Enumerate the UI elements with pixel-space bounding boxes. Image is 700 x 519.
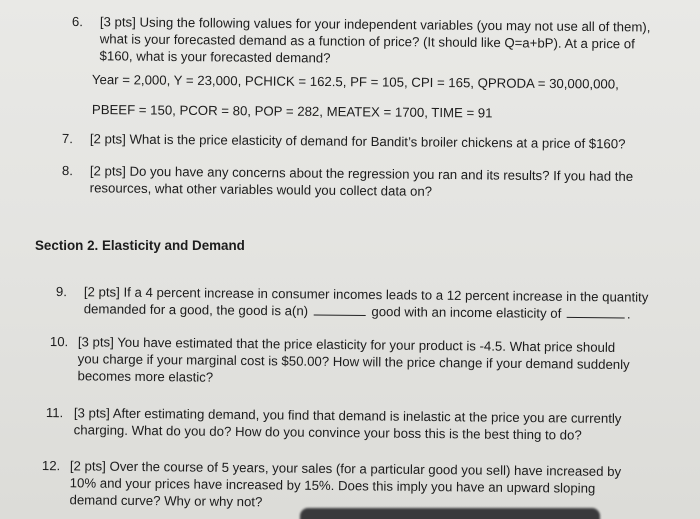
question-number: 11.: [45, 404, 64, 421]
question-number: 6.: [71, 13, 83, 30]
question-text: resources, what other variables would you collect data on?: [89, 180, 433, 199]
question-text: .: [626, 306, 631, 322]
question-text: demanded for a good, the good is a(n): [83, 301, 309, 319]
question-text: demand curve? Why or why not?: [69, 492, 263, 510]
question-number: 10.: [49, 333, 69, 350]
question-text: becomes more elastic?: [77, 368, 214, 385]
variable-values-line-2: PBEEF = 150, PCOR = 80, POP = 282, MEATEX = 1700, TIME = 91: [91, 102, 493, 121]
question-number: 7.: [61, 130, 73, 147]
answer-blank-income-elasticity[interactable]: [567, 316, 625, 319]
question-number: 12.: [41, 457, 61, 474]
variable-values-line-1: Year = 2,000, Y = 23,000, PCHICK = 162.5, PF = 105, CPI = 165, QPRODA = 30,000,000,: [91, 72, 619, 92]
question-text: you charge if your marginal cost is $50.00? How will the price change if your demand suddenly: [77, 351, 630, 373]
question-text: [2 pts] If a 4 percent increase in consumer incomes leads to a 12 percent increase in the quantity: [83, 284, 649, 305]
question-text: [2 pts] What is the price elasticity of demand for Bandit’s broiler chickens at a price of $160?: [89, 131, 626, 152]
answer-blank-good-type[interactable]: [314, 313, 366, 315]
question-text: 10% and your prices have increased by 15%. Does this imply you have an upward sloping: [69, 475, 596, 496]
question-text: [2 pts] Do you have any concerns about the regression you ran and its results? If you had the: [89, 163, 634, 184]
question-number: 8.: [61, 162, 73, 179]
question-number: 9.: [55, 283, 67, 300]
section-heading: Section 2. Elasticity and Demand: [35, 238, 245, 253]
edge-shadow: [300, 508, 600, 519]
question-text: what is your forecasted demand as a function of price? (It should like Q=a+bP). At a price of: [99, 31, 635, 52]
question-text: good with an income elasticity of: [371, 304, 562, 321]
question-text: [3 pts] You have estimated that the price elasticity for your product is -4.5. What price should: [77, 334, 616, 355]
question-text: [3 pts] Using the following values for your independent variables (you may not use all of them),: [99, 14, 651, 35]
question-text: [2 pts] Over the course of 5 years, your sales (for a particular good you sell) have increased by: [69, 458, 622, 480]
question-text: [3 pts] After estimating demand, you find that demand is inelastic at the price you are currently: [73, 405, 622, 427]
question-text: charging. What do you do? How do you convince your boss this is the best thing to do?: [73, 422, 582, 443]
question-text: $160, what is your forecasted demand?: [99, 48, 331, 66]
